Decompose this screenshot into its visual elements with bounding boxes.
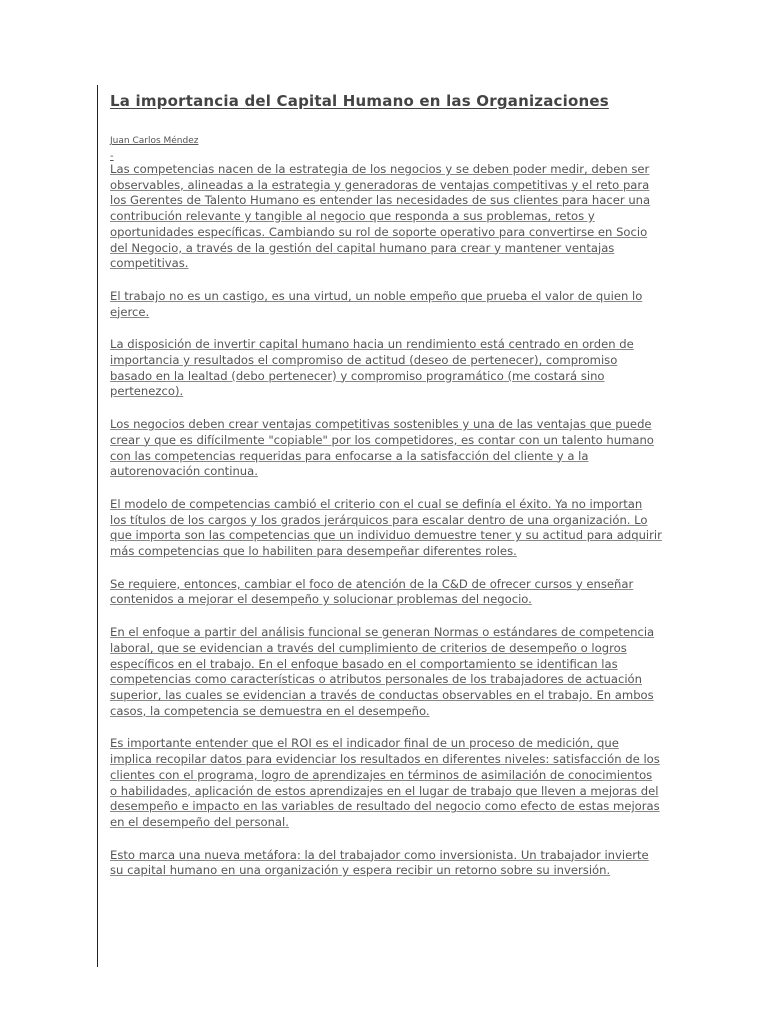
document-title: La importancia del Capital Humano en las Organizaciones <box>110 92 609 110</box>
left-margin-rule <box>97 85 98 967</box>
paragraph-1[interactable]: Las competencias nacen de la estrategia de los negocios y se deben poder medir, deben ser observables, alineadas a la estrategia y generadoras de ventajas competitivas y el reto para los Gerentes de Talento Humano es entender las necesidades de sus clientes para hacer una contribución relevante y tangible al negocio que responda a sus problemas, retos y oportunidades específicas. Cambiando su rol de soporte operativo para convertirse en Socio del Negocio, a través de la gestión del capital humano para crear y mantener ventajas competitivas. <box>110 162 651 271</box>
paragraph-7[interactable]: En el enfoque a partir del análisis funcional se generan Normas o estándares de competencia laboral, que se evidencian a través del cumplimiento de criterios de desempeño o logros específicos en el trabajo. En el enfoque basado en el comportamiento se identifican las competencias como características o atributos personales de los trabajadores de actuación superior, las cuales se evidencian a través de conductas observables en el trabajo. En ambos casos, la competencia se demuestra en el desempeño. <box>110 625 655 718</box>
paragraph-5[interactable]: El modelo de competencias cambió el criterio con el cual se definía el éxito. Ya no importan los títulos de los cargos y los grados jerárquicos para escalar dentro de una organización. Lo que importa son las competencias que un individuo demuestre tener y su actitud para adquirir más competencias que lo habiliten para desempeñar diferentes roles. <box>110 496 662 559</box>
paragraph-2[interactable]: El trabajo no es un castigo, es una virtud, un noble empeño que prueba el valor de quien lo ejerce. <box>110 288 643 319</box>
author-link[interactable]: Juan Carlos Méndez <box>110 136 199 146</box>
paragraph-6[interactable]: Se requiere, entonces, cambiar el foco de atención de la C&D de ofrecer cursos y enseñar contenidos a mejorar el desempeño y solucionar problemas del negocio. <box>110 576 634 607</box>
paragraph-9[interactable]: Esto marca una nueva metáfora: la del trabajador como inversionista. Un trabajador invierte su capital humano en una organización y espera recibir un retorno sobre su inversión. <box>110 847 649 878</box>
paragraph-3[interactable]: La disposición de invertir capital humano hacia un rendimiento está centrado en orden de importancia y resultados el compromiso de actitud (deseo de pertenecer), compromiso basado en la lealtad (debo pertenecer) y compromiso programático (me costará sino pertenezco). <box>110 337 634 399</box>
paragraph-4[interactable]: Los negocios deben crear ventajas competitivas sostenibles y una de las ventajas que puede crear y que es difícilmente "copiable" por los competidores, es contar con un talento humano con las competencias requeridas para enfocarse a la satisfacción del cliente y a la autorenovación continua. <box>110 417 654 479</box>
document-body <box>110 92 662 896</box>
separator-mark: - <box>110 151 114 162</box>
paragraph-8[interactable]: Es importante entender que el ROI es el indicador final de un proceso de medición, que implica recopilar datos para evidenciar los resultados en diferentes niveles: satisfacción de los clientes con el programa, logro de aprendizajes en términos de asimilación de conocimientos o habilidades, aplicación de estos aprendizajes en el lugar de trabajo que lleven a mejoras del desempeño e impacto en las variables de resultado del negocio como efecto de estas mejoras en el desempeño del personal. <box>110 736 660 829</box>
